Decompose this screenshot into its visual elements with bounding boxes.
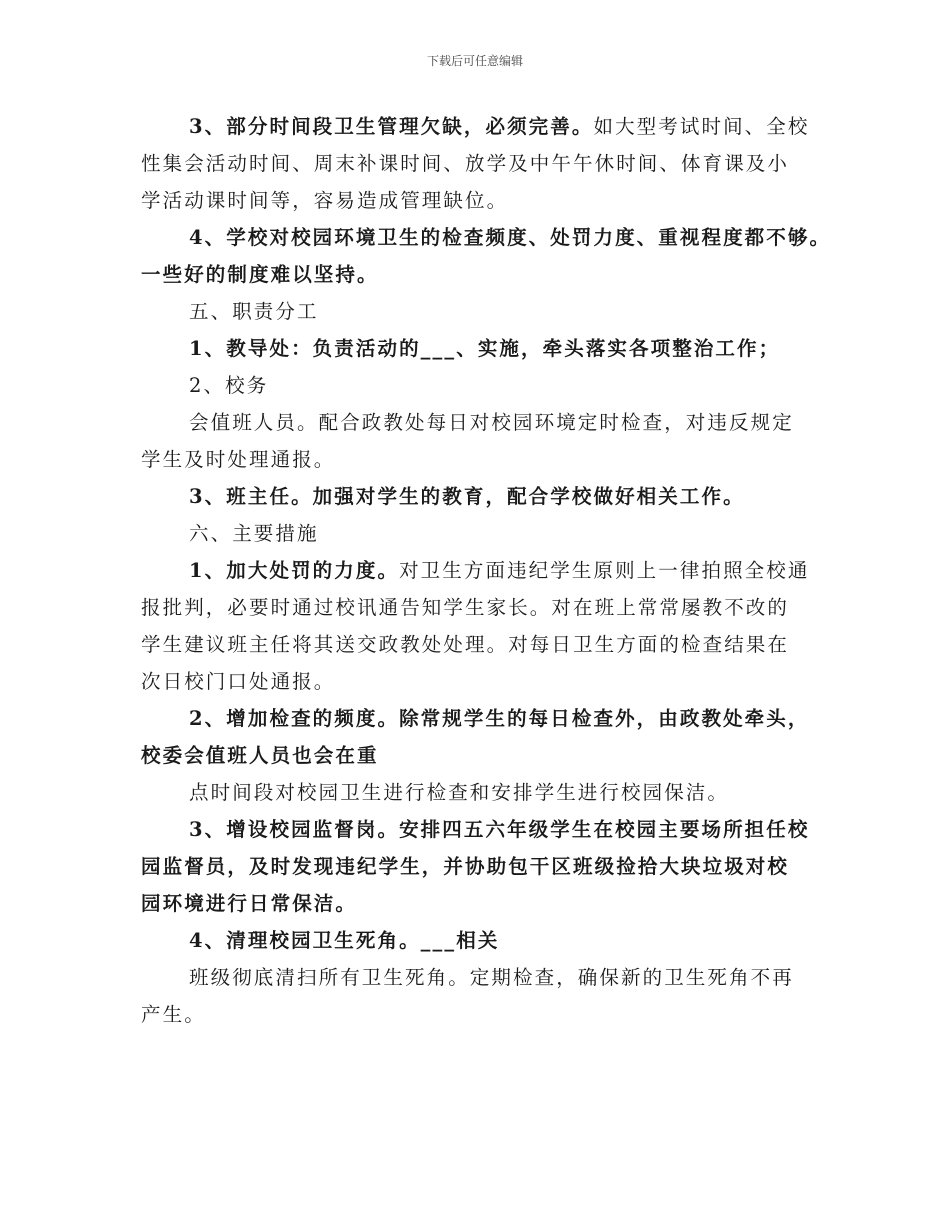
bold-text: 4、清理校园卫生死角。___相关 (189, 929, 500, 952)
body-text: 如大型考试时间、全校 (593, 115, 810, 138)
paragraph-line (141, 367, 813, 404)
body-text: 五、职责分工 (189, 300, 319, 323)
body-text: 性集会活动时间、周末补课时间、放学及中午午休时间、体育课及小 (141, 152, 790, 175)
bold-text: 1、加大处罚的力度。 (189, 559, 400, 582)
paragraph-line (141, 700, 813, 737)
paragraph-line (141, 145, 813, 182)
body-text: 次日校门口处通报。 (141, 670, 336, 693)
paragraph-line (141, 108, 813, 145)
paragraph-line (141, 219, 832, 256)
body-text: 六、主要措施 (189, 522, 319, 545)
paragraph-line (141, 478, 813, 515)
paragraph-line (141, 441, 813, 478)
page-header: 下载后可任意编辑 (426, 54, 523, 68)
paragraph-line (141, 737, 813, 774)
bold-text: 3、班主任。加强对学生的教育，配合学校做好相关工作。 (189, 485, 745, 508)
paragraph-line (141, 256, 813, 293)
bold-text: 3、部分时间段卫生管理欠缺，必须完善。 (189, 115, 594, 138)
paragraph-line (141, 774, 813, 811)
bold-text: 园监督员，及时发现违纪学生，并协助包干区班级捡拾大块垃圾对校 (141, 855, 790, 878)
paragraph-line (141, 848, 813, 885)
body-text: 报批判，必要时通过校讯通告知学生家长。对在班上常常屡教不改的 (141, 596, 790, 619)
section-heading (141, 293, 813, 330)
body-text: 学生建议班主任将其送交政教处处理。对每日卫生方面的检查结果在 (141, 633, 790, 656)
paragraph-line (141, 404, 813, 441)
paragraph-line (141, 663, 813, 700)
body-text: 点时间段对校园卫生进行检查和安排学生进行校园保洁。 (189, 781, 730, 804)
paragraph-line (141, 959, 813, 996)
body-text: 会值班人员。配合政教处每日对校园环境定时检查，对违反规定 (189, 411, 794, 434)
bold-text: 3、增设校园监督岗。安排四五六年级学生在校园主要场所担任校 (189, 818, 810, 841)
bold-text: 一些好的制度难以坚持。 (141, 263, 379, 286)
document-body (141, 108, 832, 1033)
paragraph-line (141, 589, 813, 626)
body-text: 学活动课时间等，容易造成管理缺位。 (141, 189, 509, 212)
paragraph-line (141, 626, 813, 663)
body-text: 2、校务 (189, 374, 269, 397)
paragraph-line (141, 922, 813, 959)
paragraph-line (141, 811, 813, 848)
body-text: 班级彻底清扫所有卫生死角。定期检查，确保新的卫生死角不再 (189, 966, 794, 989)
section-heading (141, 515, 813, 552)
bold-text: 园环境进行日常保洁。 (141, 892, 358, 915)
bold-text: 4、学校对校园环境卫生的检查频度、处罚力度、重视程度都不够。 (189, 226, 832, 249)
body-text: 对卫生方面违纪学生原则上一律拍照全校通 (399, 559, 810, 582)
bold-text: 校委会值班人员也会在重 (141, 744, 379, 767)
paragraph-line (141, 552, 813, 589)
paragraph-line (141, 182, 813, 219)
paragraph-line (141, 996, 813, 1033)
paragraph-line (141, 885, 813, 922)
bold-text: 2、增加检查的频度。除常规学生的每日检查外，由政教处牵头， (189, 707, 810, 730)
body-text: 学生及时处理通报。 (141, 448, 336, 471)
body-text: 产生。 (141, 1003, 206, 1026)
bold-text: 1、教导处：负责活动的___、实施，牵头落实各项整治工作； (189, 337, 781, 360)
paragraph-line (141, 330, 813, 367)
